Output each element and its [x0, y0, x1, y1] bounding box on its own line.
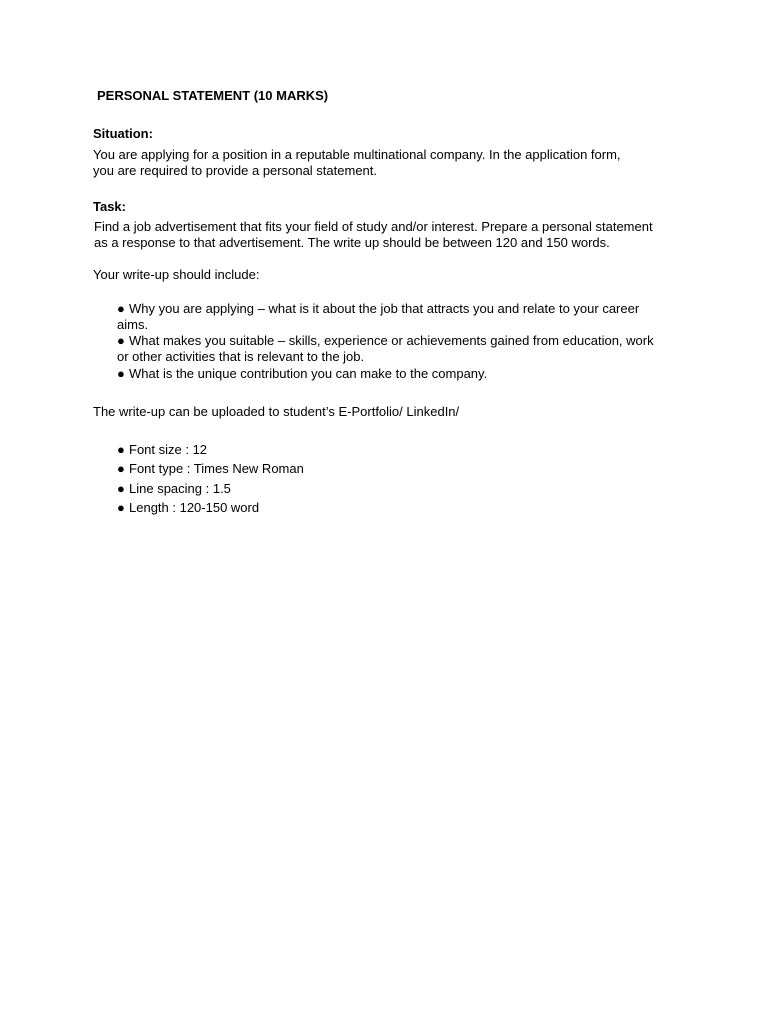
document-title: PERSONAL STATEMENT (10 MARKS): [97, 88, 329, 103]
include-item-1-text: Why you are applying – what is it about the job that attracts you and relate to your career: [129, 301, 640, 316]
bullet-icon: ●: [117, 461, 125, 476]
spec-font-type-text: Font type : Times New Roman: [129, 461, 304, 476]
list-item: [117, 333, 677, 365]
spec-font-type: [117, 461, 304, 477]
spec-length-text: Length : 120-150 word: [129, 500, 260, 515]
spec-length: [117, 500, 259, 516]
include-intro: Your write-up should include:: [93, 267, 260, 282]
include-item-3-line-1: [117, 366, 677, 382]
include-item-1-line-2: aims.: [117, 317, 149, 332]
bullet-icon: ●: [117, 301, 125, 316]
include-item-3-text: What is the unique contribution you can make to the company.: [129, 366, 488, 381]
spec-line-spacing-text: Line spacing : 1.5: [129, 481, 231, 496]
task-line-2: as a response to that advertisement. The write up should be between 120 and 150 words.: [94, 235, 610, 250]
list-item: [117, 301, 677, 333]
spec-line-spacing: [117, 481, 231, 497]
bullet-icon: ●: [117, 442, 125, 457]
include-item-2-line-2: or other activities that is relevant to the job.: [117, 349, 365, 364]
bullet-icon: ●: [117, 500, 125, 515]
situation-heading: Situation:: [93, 126, 153, 141]
task-line-1: Find a job advertisement that fits your field of study and/or interest. Prepare a personal statement: [94, 219, 653, 234]
situation-line-2: you are required to provide a personal statement.: [93, 163, 378, 178]
bullet-icon: ●: [117, 366, 125, 381]
include-item-2-line-1: [117, 333, 677, 349]
situation-paragraph: [93, 147, 621, 179]
spec-font-size-text: Font size : 12: [129, 442, 208, 457]
spec-font-size: [117, 442, 207, 458]
task-paragraph: [94, 219, 653, 251]
include-item-2-text: What makes you suitable – skills, experience or achievements gained from education, work: [129, 333, 654, 348]
include-item-1-line-1: [117, 301, 677, 317]
task-heading: Task:: [93, 199, 126, 214]
bullet-icon: ●: [117, 481, 125, 496]
situation-line-1: You are applying for a position in a reputable multinational company. In the application form,: [93, 147, 621, 162]
bullet-icon: ●: [117, 333, 125, 348]
upload-note: The write-up can be uploaded to student’s E-Portfolio/ LinkedIn/: [93, 404, 460, 419]
list-item: [117, 366, 677, 382]
